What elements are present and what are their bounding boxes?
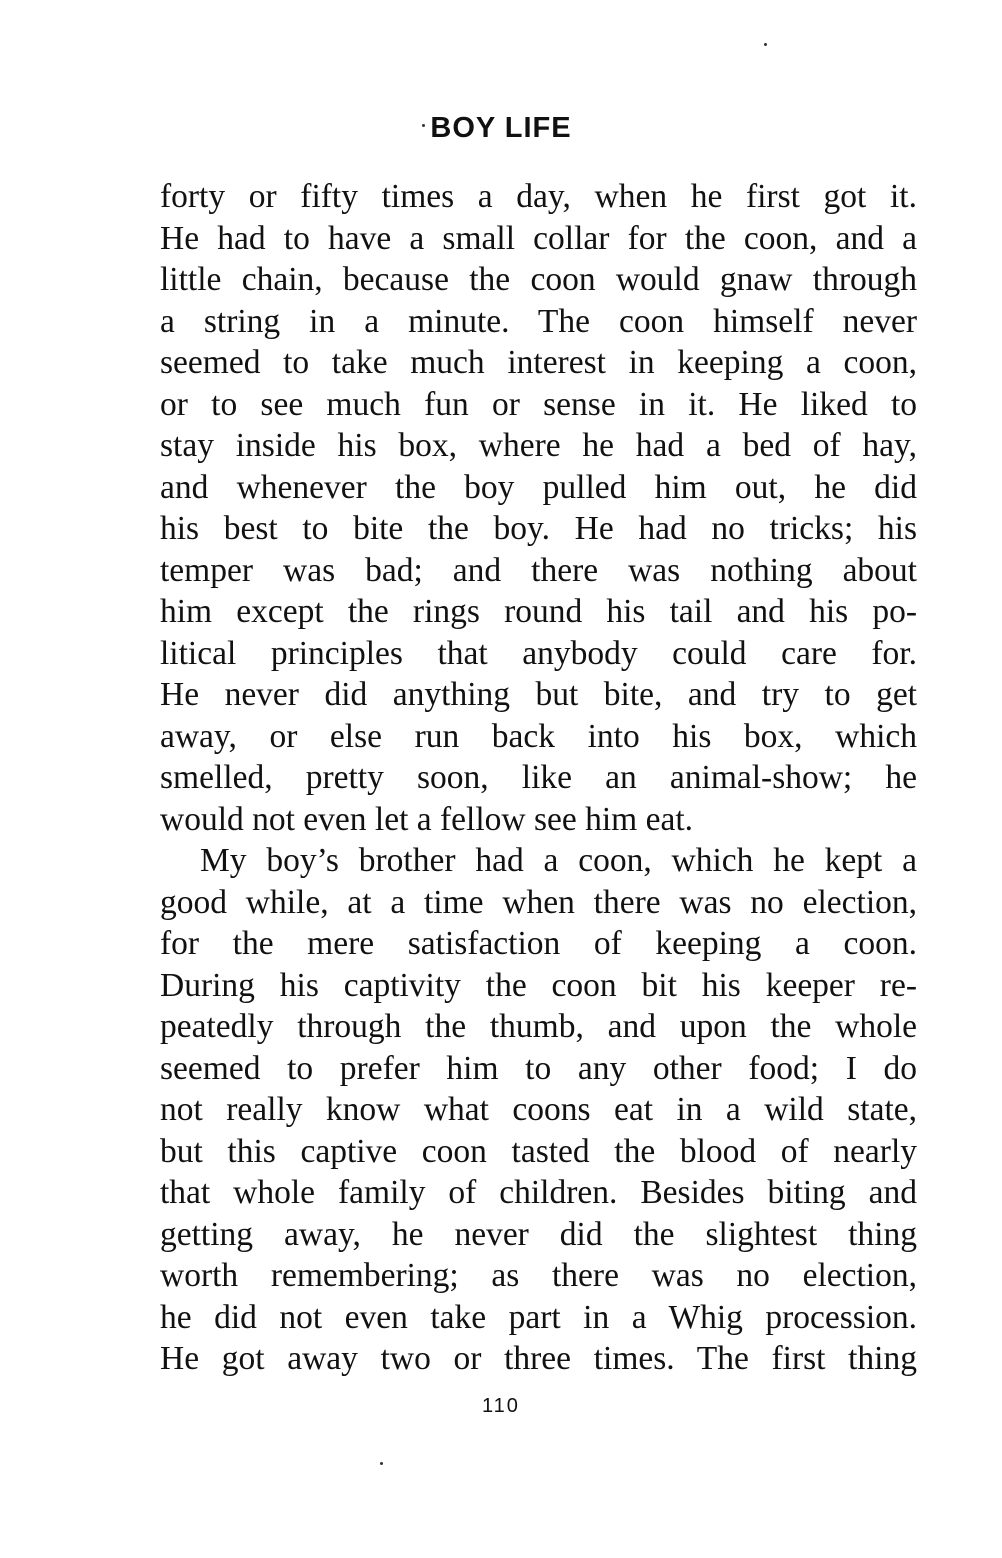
text-line: He got away two or three times. The first thing — [160, 1340, 917, 1377]
text-line: that whole family of children. Besides biting and — [160, 1174, 917, 1211]
text-line: getting away, he never did the slightest thing — [160, 1215, 917, 1253]
text-line: for the mere satisfaction of keeping a coon. — [160, 925, 917, 962]
text-line: My boy’s brother had a coon, which he kept a — [200, 842, 917, 879]
text-line: During his captivity the coon bit his keeper re- — [160, 966, 917, 1004]
text-line: litical principles that anybody could care for. — [160, 634, 917, 672]
text-line: He never did anything but bite, and try to get — [160, 676, 917, 713]
page-number: 110 — [482, 1395, 520, 1417]
text-line: worth remembering; as there was no election, — [160, 1257, 917, 1294]
text-line: forty or fifty times a day, when he first got it. — [160, 178, 917, 215]
text-line: peatedly through the thumb, and upon the whole — [160, 1008, 917, 1045]
text-line: temper was bad; and there was nothing about — [160, 551, 917, 589]
text-line: seemed to take much interest in keeping a coon, — [160, 344, 917, 381]
ink-speck — [764, 43, 767, 46]
text-line: or to see much fun or sense in it. He liked to — [160, 385, 917, 423]
text-line: but this captive coon tasted the blood of nearly — [160, 1132, 917, 1170]
text-line: away, or else run back into his box, which — [160, 717, 917, 755]
text-line: little chain, because the coon would gnaw through — [160, 261, 917, 298]
text-line: would not even let a fellow see him eat. — [160, 800, 694, 838]
text-line: and whenever the boy pulled him out, he did — [160, 468, 917, 506]
text-line: good while, at a time when there was no election, — [160, 883, 917, 921]
body-text — [160, 176, 917, 1380]
ink-speck — [380, 1462, 383, 1465]
text-line: a string in a minute. The coon himself never — [160, 302, 917, 340]
running-head: BOY LIFE — [430, 112, 572, 144]
text-line: stay inside his box, where he had a bed of hay, — [160, 427, 917, 464]
text-line: seemed to prefer him to any other food; I do — [160, 1049, 917, 1087]
text-line: He had to have a small collar for the coon, and a — [160, 219, 917, 257]
text-line: his best to bite the boy. He had no tricks; his — [160, 510, 917, 547]
text-line: him except the rings round his tail and his po- — [160, 593, 917, 630]
text-line: he did not even take part in a Whig procession. — [160, 1298, 917, 1336]
text-line: not really know what coons eat in a wild state, — [160, 1091, 917, 1128]
text-line: smelled, pretty soon, like an animal-show; he — [160, 759, 917, 796]
